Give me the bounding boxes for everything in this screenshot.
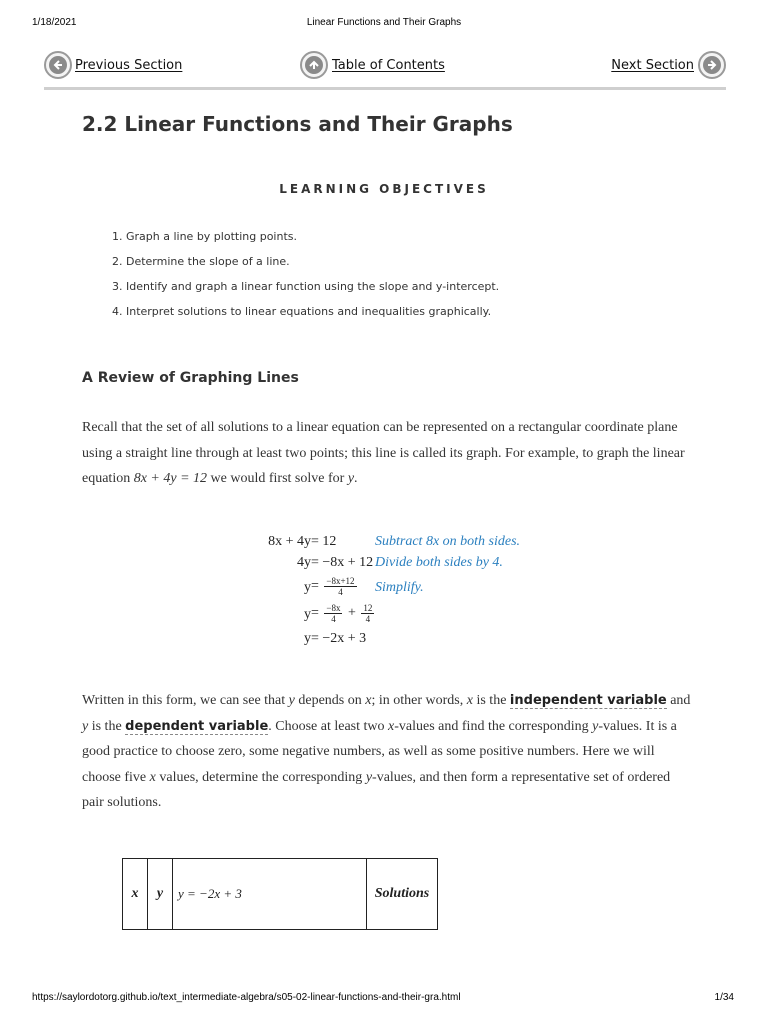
- fraction-numerator: −8x: [326, 603, 341, 613]
- text-run: -values. It is a good practice to choose zero, some negative numbers, as well as some positive numbers. Here we will choose five: [82, 718, 677, 785]
- fraction-denominator: 4: [331, 614, 336, 624]
- next-section-label[interactable]: Next Section: [611, 57, 694, 73]
- table-header-row: [123, 859, 438, 930]
- step-note: Subtract 8x on both sides.: [375, 534, 521, 549]
- page-title: 2.2 Linear Functions and Their Graphs: [82, 112, 513, 136]
- learning-objectives-list: [112, 228, 499, 328]
- text-run: values, determine the corresponding: [155, 769, 366, 785]
- derivation-row: [0, 631, 768, 653]
- fraction: [361, 603, 374, 624]
- section-navigation: [44, 48, 726, 84]
- text-run: ; in other words,: [371, 693, 467, 708]
- section-heading: A Review of Graphing Lines: [82, 370, 299, 386]
- explanation-paragraph: [82, 688, 692, 816]
- derivation-row: [0, 603, 768, 629]
- print-title: Linear Functions and Their Graphs: [306, 17, 462, 28]
- objective-item: 4. Interpret solutions to linear equations and inequalities graphically.: [112, 305, 492, 318]
- print-page-number: 1/34: [714, 992, 734, 1003]
- objective-item: 2. Determine the slope of a line.: [112, 255, 290, 268]
- equation-rhs: = −2x + 3: [311, 631, 367, 646]
- inline-variable: y: [592, 718, 599, 734]
- text-run: Recall that the set of all solutions to a linear equation can be represented on a rectangular coordinate plane using a straight line through at least two points; this line is called its graph. For example, to graph the linear equation: [82, 420, 685, 486]
- previous-section-label[interactable]: Previous Section: [75, 57, 183, 73]
- fraction-numerator: −8x+12: [326, 576, 355, 586]
- inline-variable: x: [149, 769, 156, 785]
- objective-item: 1. Graph a line by plotting points.: [112, 230, 297, 243]
- equation-lhs: 8x + 4y: [268, 534, 311, 549]
- column-header-equation: y = −2x + 3: [173, 859, 367, 930]
- text-run: -values and find the corresponding: [394, 718, 593, 734]
- learning-objectives-heading: LEARNING OBJECTIVES: [279, 182, 489, 196]
- objective-item: 3. Identify and graph a linear function using the slope and y-intercept.: [112, 280, 500, 293]
- equals-sign: =: [311, 605, 319, 621]
- derivation-row: [0, 555, 768, 577]
- text-run: . Choose at least two: [268, 718, 389, 734]
- text-run: depends on: [294, 693, 366, 708]
- text-run: we would first solve for: [207, 471, 348, 486]
- solutions-table: [122, 858, 438, 930]
- fraction-denominator: 4: [365, 614, 371, 624]
- column-header-x: x: [123, 859, 148, 930]
- text-run: and: [666, 693, 691, 708]
- print-date: 1/18/2021: [32, 17, 77, 28]
- inline-variable: y: [347, 471, 355, 486]
- inline-variable: y: [288, 693, 295, 708]
- fraction-numerator: 12: [363, 603, 373, 613]
- inline-variable: y: [365, 769, 373, 785]
- glossary-term-independent-variable[interactable]: independent variable: [509, 693, 667, 708]
- column-header-solutions: Solutions: [367, 859, 438, 930]
- equation-lhs: y: [304, 580, 311, 595]
- up-arrow-icon[interactable]: [300, 51, 328, 79]
- step-note: Simplify.: [375, 580, 424, 595]
- text-run: is the: [88, 718, 126, 734]
- step-note: Divide both sides by 4.: [375, 555, 503, 570]
- next-section-link[interactable]: [611, 48, 726, 82]
- equation-rhs: = −8x + 12: [311, 555, 374, 570]
- intro-paragraph: [82, 415, 692, 492]
- inline-variable: x: [466, 693, 473, 708]
- fraction: [324, 576, 356, 597]
- inline-equation: 8x + 4y = 12: [133, 471, 208, 486]
- equation-rhs: = 12: [311, 534, 337, 549]
- previous-section-link[interactable]: [44, 48, 182, 82]
- nav-divider: [44, 87, 726, 90]
- inline-variable: y: [82, 718, 89, 734]
- equation-lhs: y: [304, 631, 311, 646]
- derivation-row: [0, 534, 768, 556]
- equation-lhs: 4y: [297, 555, 311, 570]
- equation-lhs: y: [304, 607, 311, 622]
- print-url: https://saylordotorg.github.io/text_intermediate-algebra/s05-02-linear-functions-and-their-gra.html: [32, 992, 461, 1003]
- inline-variable: x: [365, 693, 372, 708]
- column-header-y: y: [148, 859, 173, 930]
- table-of-contents-link[interactable]: [300, 48, 445, 82]
- text-run: -values, and then form a representative set of ordered pair solutions.: [82, 769, 671, 810]
- fraction: [324, 603, 342, 624]
- equation-derivation: [0, 530, 768, 655]
- inline-variable: x: [388, 718, 395, 734]
- fraction-denominator: 4: [338, 587, 343, 597]
- text-run: .: [354, 471, 358, 486]
- derivation-row: [0, 576, 768, 602]
- text-run: is the: [472, 693, 510, 708]
- text-run: Written in this form, we can see that: [82, 693, 289, 708]
- glossary-term-dependent-variable[interactable]: dependent variable: [125, 718, 269, 734]
- right-arrow-icon[interactable]: [698, 51, 726, 79]
- plus-sign: +: [347, 605, 356, 621]
- equals-sign: =: [311, 578, 319, 594]
- table-of-contents-label[interactable]: Table of Contents: [332, 57, 445, 73]
- left-arrow-icon[interactable]: [44, 51, 72, 79]
